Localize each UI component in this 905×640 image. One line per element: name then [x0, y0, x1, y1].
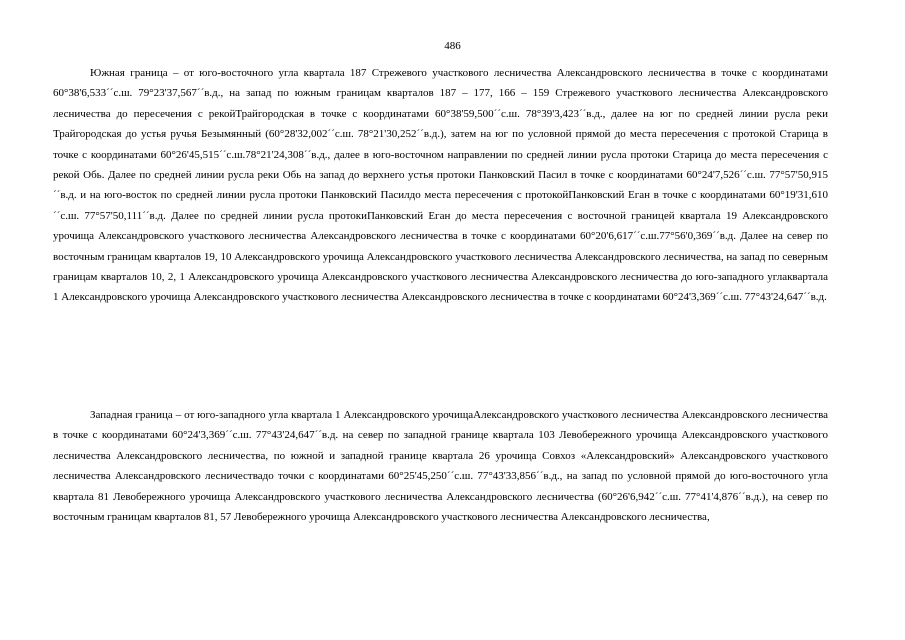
page-number: 486: [444, 40, 461, 52]
paragraph-western-border: Западная граница – от юго-западного угла квартала 1 Александровского урочищаАлександровского участкового лесничества Александровского лесничества в точке с координатами 60°24'3,369´´с.ш. 77°43'24,647´´в.д. на север по западной границе квартала 103 Левобережного урочища Александровского участкового лесничества Александровского лесничества, по южной и западной границе квартала 26 урочища Совхоз «Александровский» Александровского участкового лесничества Александровского лесничествадо точки с координатами 60°25'45,250´´с.ш. 77°43'33,856´´в.д., на запад по условной прямой до юго-восточного угла квартала 81 Левобережного урочища Александровского участкового лесничества Александровского лесничества (60°26'6,942´´с.ш. 77°41'4,876´´в.д.), на север по восточным границам кварталов 81, 57 Левобережного урочища Александровского участкового лесничества Александровского лесничества,: [53, 409, 828, 524]
paragraph-southern-border: Южная граница – от юго-восточного угла квартала 187 Стрежевого участкового лесничества Александровского лесничества в точке с координатами 60°38'6,533´´с.ш. 79°23'37,567´´в.д., на запад по южным границам кварталов 187 – 177, 166 – 159 Стрежевого участкового лесничества Александровского лесничества до пересечения с рекойТрайгородская в точке с координатами 60°38'59,500´´с.ш. 78°39'3,423´´в.д., далее на юг по средней линии русла реки Трайгородская до устья ручья Безымянный (60°28'32,002´´с.ш. 78°21'30,252´´в.д.), затем на юг по условной прямой до места пересечения с протокой Старица в точке с координатами 60°26'45,515´´с.ш.78°21'24,308´´в.д., далее в юго-восточном направлении по средней линии русла протоки Старица до места пересечения с рекой Обь. Далее по средней линии русла реки Обь на запад до верхнего устья протоки Панковский Пасил в точке с координатами 60°24'7,526´´с.ш. 77°57'50,915´´в.д. и на юго-восток по средней линии русла протоки Панковский Пасилдо места пересечения с протокойПанковский Еган в точке с координатами 60°19'31,610´´с.ш. 77°57'50,111´´в.д. Далее по средней линии русла протокиПанковский Еган до места пересечения с восточной границей квартала 19 Александровского урочища Александровского участкового лесничества Александровского лесничества в точке с координатами 60°20'6,617´´с.ш.77°56'0,369´´в.д. Далее на север по восточным границам кварталов 19, 10 Александровского урочища Александровского участкового лесничества Александровского лесничества, на запад по северным границам кварталов 10, 2, 1 Александровского урочища Александровского участкового лесничества Александровского лесничества до юго-западного углаквартала 1 Александровского урочища Александровского участкового лесничества Александровского лесничества в точке с координатами 60°24'3,369´´с.ш. 77°43'24,647´´в.д.: [53, 67, 828, 304]
